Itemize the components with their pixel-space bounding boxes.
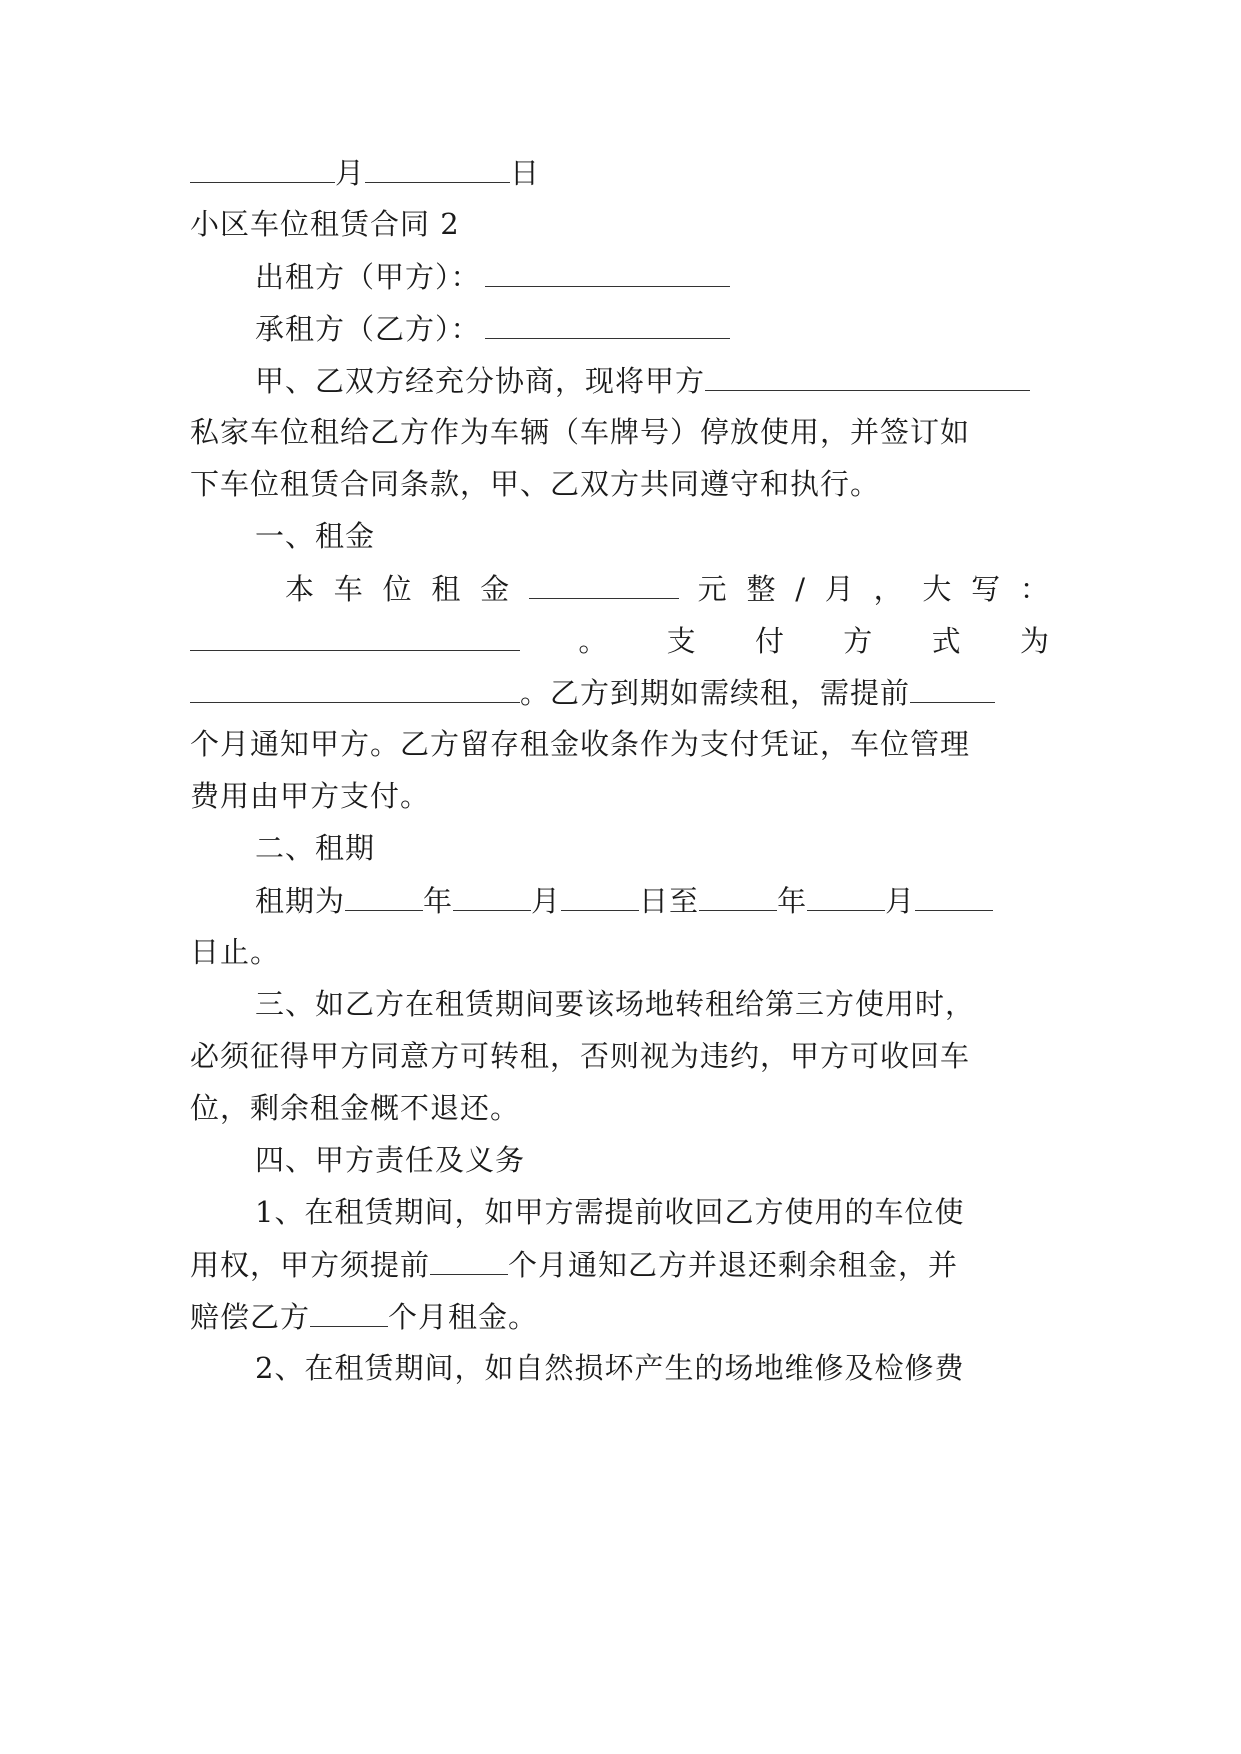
intro-line-1 <box>255 360 1050 401</box>
rent-char: 位 <box>382 572 413 606</box>
section-3-line-3: 位，剩余租金概不退还。 <box>190 1091 521 1125</box>
month-blank <box>190 152 335 183</box>
lessee-blank <box>485 308 730 339</box>
term-line <box>255 880 1050 921</box>
lessor-blank <box>485 256 730 287</box>
item-1-text-a: 用权，甲方须提前 <box>190 1248 431 1282</box>
owner-blank <box>705 360 1030 391</box>
item-1-text-b: 个月通知乙方并退还剩余租金，并 <box>508 1248 959 1282</box>
payment-line <box>190 620 1050 661</box>
intro-text-1: 甲、乙双方经充分协商，现将甲方 <box>255 364 706 398</box>
term-char: 月 <box>531 884 562 918</box>
rent-line <box>285 568 1050 609</box>
capital-amount-blank <box>190 620 520 651</box>
end-day-blank <box>915 880 993 911</box>
rent-char: 元 <box>697 572 728 606</box>
section-3-line-2: 必须征得甲方同意方可转租，否则视为违约，甲方可收回车 <box>190 1039 971 1073</box>
item-1-line-3 <box>190 1296 1050 1337</box>
fee-line: 费用由甲方支付。 <box>190 779 431 813</box>
rent-char: 租 <box>431 572 462 606</box>
rent-char: 本 <box>285 572 316 606</box>
term-char: 月 <box>885 884 916 918</box>
item-1-line-2 <box>190 1244 1050 1285</box>
rent-char: ， <box>873 572 904 606</box>
payment-char: 支 <box>666 624 697 658</box>
lessor-line <box>255 256 1050 297</box>
start-day-blank <box>561 880 639 911</box>
rent-char: / <box>795 572 807 606</box>
renewal-line <box>190 672 1050 713</box>
end-year-blank <box>699 880 777 911</box>
term-char: 日至 <box>639 884 700 918</box>
rent-char: 整 <box>746 572 777 606</box>
notice-line: 个月通知甲方。乙方留存租金收条作为支付凭证，车位管理 <box>190 727 971 761</box>
item-1-line-1: 1、在租赁期间，如甲方需提前收回乙方使用的车位使 <box>255 1195 965 1229</box>
rent-char: 金 <box>480 572 511 606</box>
section-1-heading: 一、租金 <box>255 519 376 553</box>
section-4-heading: 四、甲方责任及义务 <box>255 1143 526 1177</box>
lessee-label: 承租方（乙方）： <box>255 312 481 346</box>
item-2-line-1: 2、在租赁期间，如自然损坏产生的场地维修及检修费 <box>255 1351 965 1385</box>
payment-method-blank <box>190 672 520 703</box>
term-prefix: 租期为 <box>255 884 346 918</box>
day-char: 日 <box>510 156 541 190</box>
rent-char: 月 <box>824 572 855 606</box>
notice-months-blank <box>430 1244 508 1275</box>
date-line <box>190 152 1050 193</box>
payment-char: 付 <box>754 624 785 658</box>
intro-line-2: 私家车位租给乙方作为车辆（车牌号）停放使用，并签订如 <box>190 415 971 449</box>
term-char: 年 <box>423 884 454 918</box>
contract-title: 小区车位租赁合同 2 <box>190 207 460 241</box>
lessor-label: 出租方（甲方）： <box>255 260 481 294</box>
start-month-blank <box>453 880 531 911</box>
item-1-text-c: 赔偿乙方 <box>190 1300 311 1334</box>
payment-char: 式 <box>931 624 962 658</box>
rent-char: 大 <box>922 572 953 606</box>
lessee-line <box>255 308 1050 349</box>
payment-char: 为 <box>1019 624 1050 658</box>
day-blank <box>365 152 510 183</box>
term-char: 年 <box>777 884 808 918</box>
rent-amount-blank <box>529 568 679 599</box>
end-month-blank <box>807 880 885 911</box>
rent-char: ： <box>1019 572 1050 606</box>
compensation-months-blank <box>310 1296 388 1327</box>
month-char: 月 <box>335 156 366 190</box>
intro-line-3: 下车位租赁合同条款，甲、乙双方共同遵守和执行。 <box>190 467 881 501</box>
payment-char: 。 <box>578 624 609 658</box>
section-2-heading: 二、租期 <box>255 831 376 865</box>
section-3-line-1: 三、如乙方在租赁期间要该场地转租给第三方使用时， <box>255 987 976 1021</box>
start-year-blank <box>345 880 423 911</box>
payment-char: 方 <box>843 624 874 658</box>
rent-char: 车 <box>333 572 364 606</box>
item-1-text-d: 个月租金。 <box>388 1300 539 1334</box>
term-end-line: 日止。 <box>190 935 281 969</box>
renewal-months-blank <box>910 672 995 703</box>
renewal-text: 。乙方到期如需续租，需提前 <box>520 676 911 710</box>
rent-char: 写 <box>971 572 1002 606</box>
